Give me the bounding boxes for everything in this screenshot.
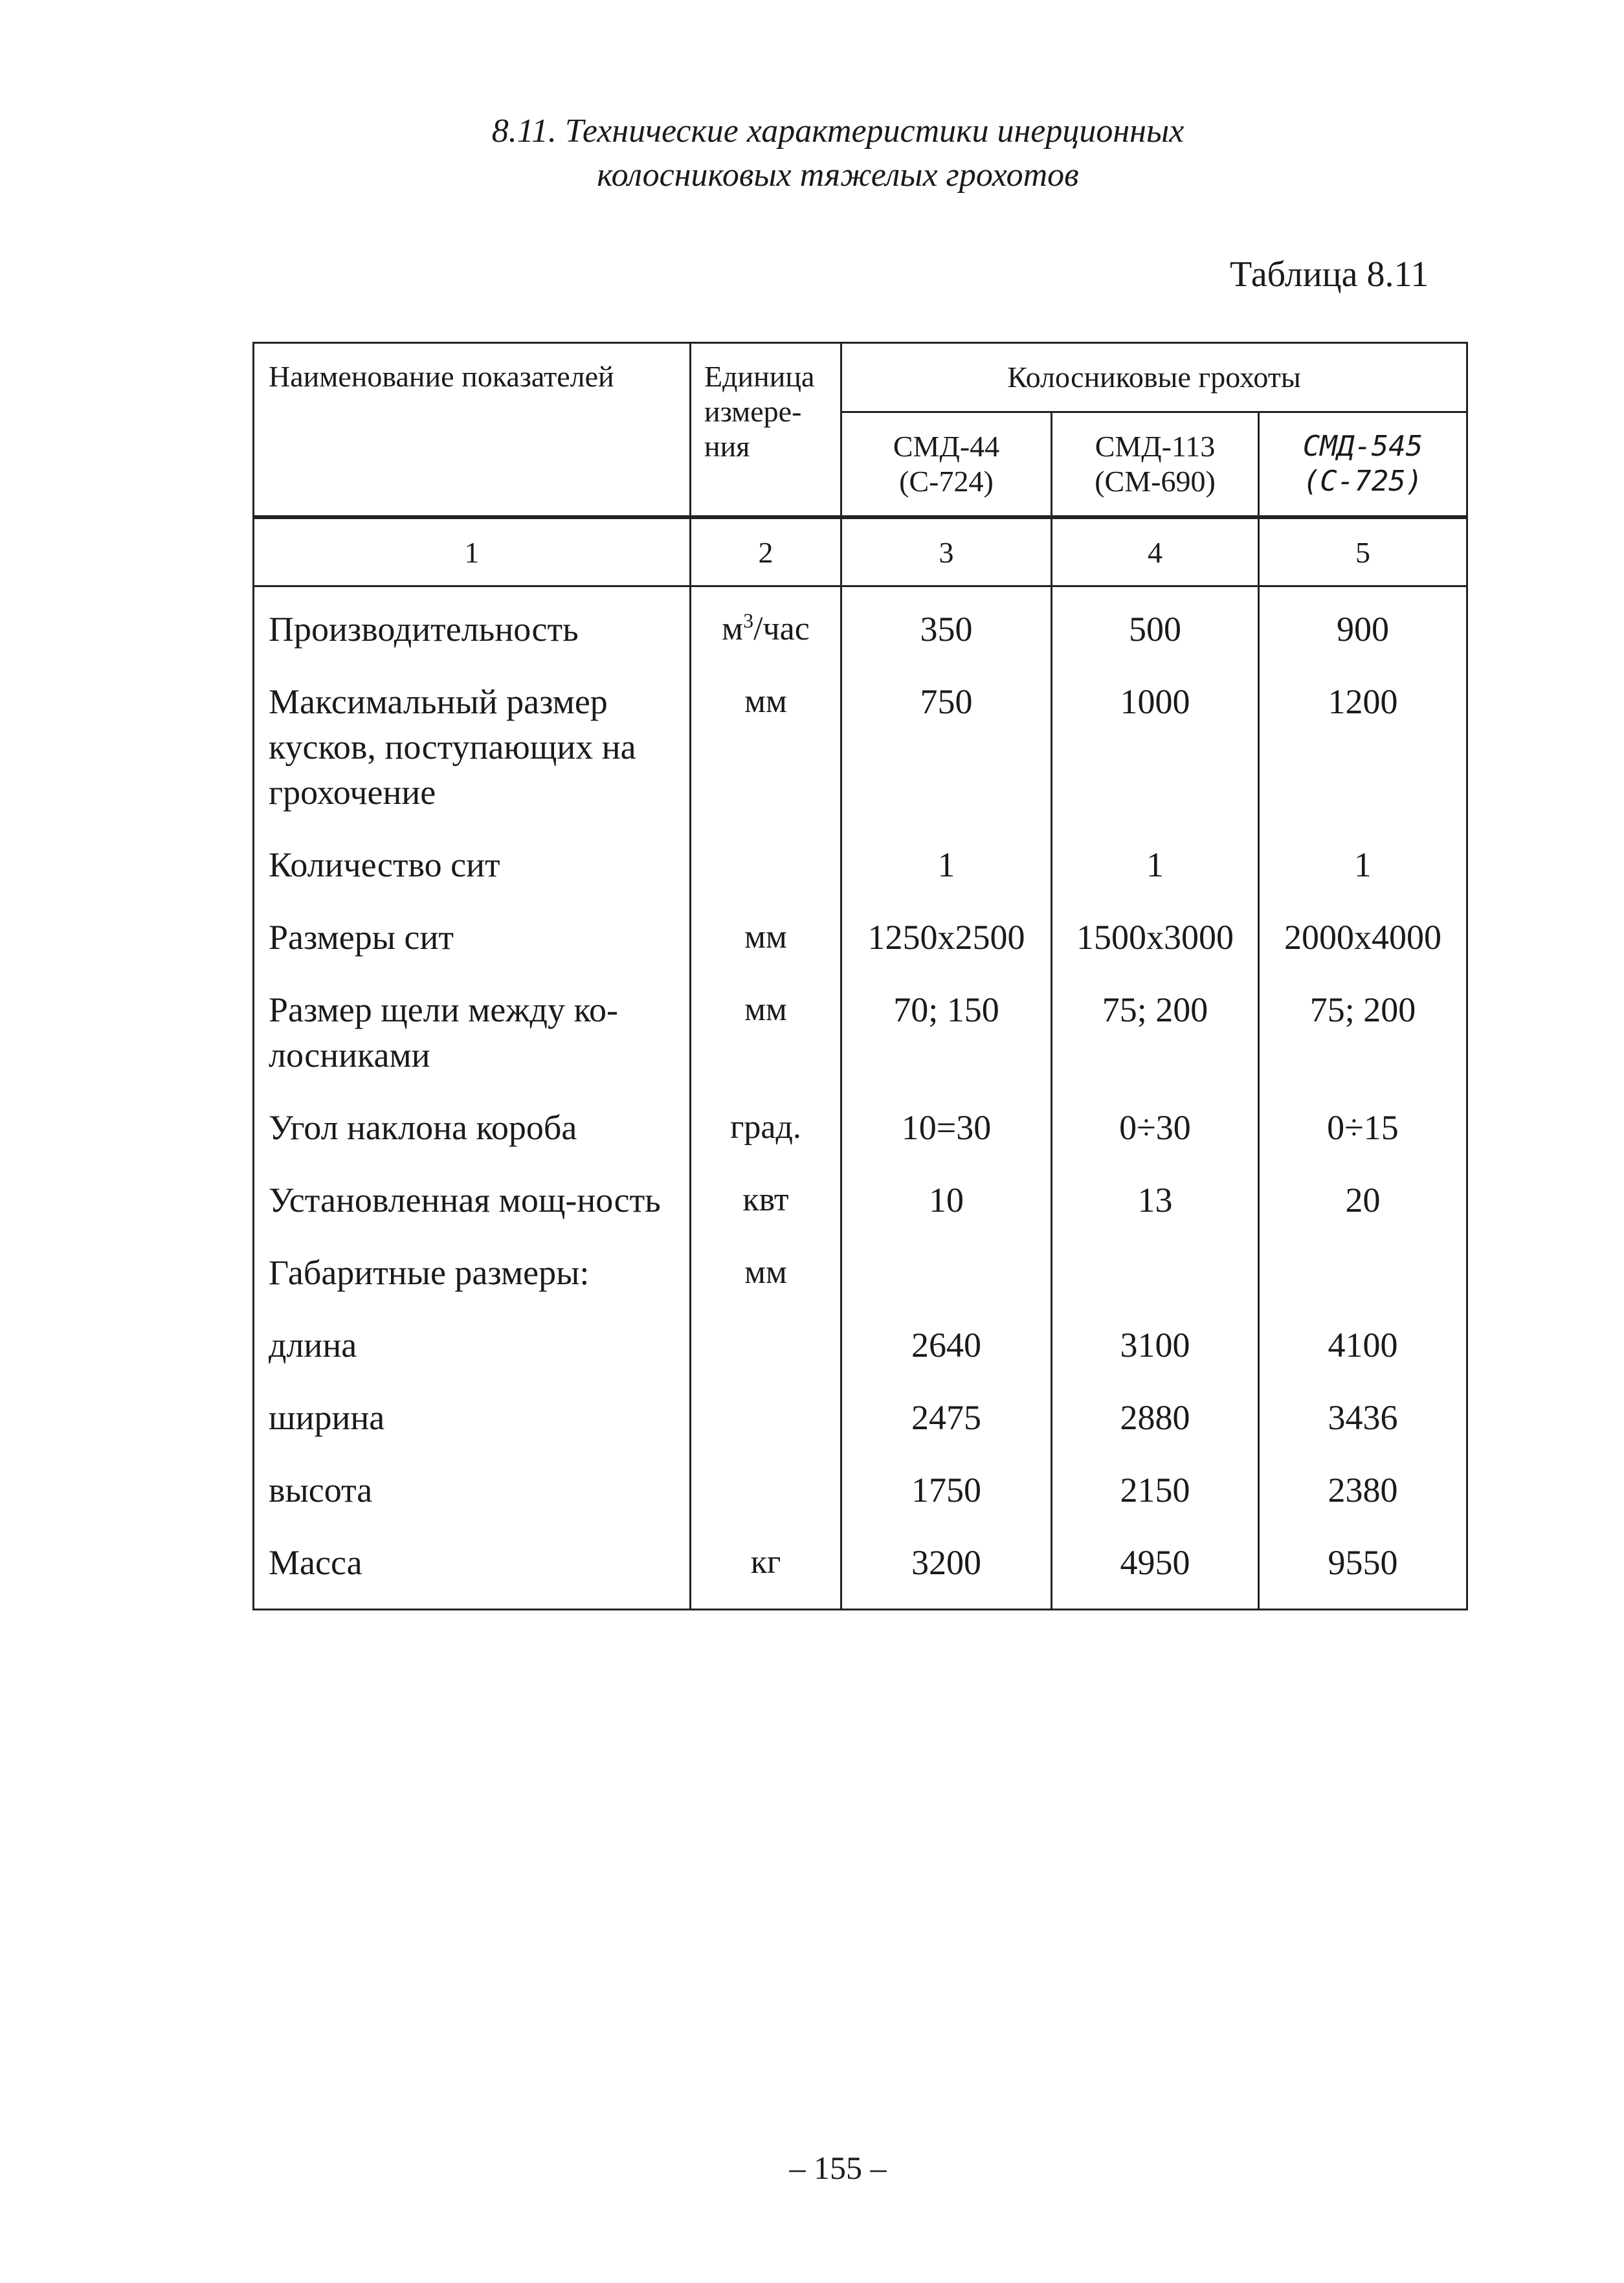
row-name: Максимальный размер кусков, поступающих на грохочение	[254, 667, 691, 830]
row-unit: мм	[691, 975, 841, 1093]
row-value-3: 75; 200	[1259, 975, 1467, 1093]
row-name: ширина	[254, 1383, 691, 1456]
table-row	[254, 1528, 1467, 1610]
row-unit	[691, 1456, 841, 1528]
document-title-line-1: 8.11. Технические характеристики инерционных	[491, 113, 1185, 150]
header-model-2-name: СМД-113	[1095, 430, 1216, 463]
row-unit: мм	[691, 1238, 841, 1311]
header-model-3-name: СМД-545	[1302, 430, 1423, 463]
row-name: Производительность	[254, 586, 691, 668]
column-number-1: 1	[254, 517, 691, 586]
row-value-1: 1250x2500	[841, 903, 1052, 975]
row-value-1: 2640	[841, 1311, 1052, 1383]
row-value-3: 0÷15	[1259, 1093, 1467, 1166]
page-number: – 155 –	[789, 2150, 887, 2186]
row-name: Размеры сит	[254, 903, 691, 975]
row-value-3: 2380	[1259, 1456, 1467, 1528]
column-number-2: 2	[691, 517, 841, 586]
row-name: Размер щели между ко-лосниками	[254, 975, 691, 1093]
row-value-3: 1	[1259, 830, 1467, 903]
row-unit: мм	[691, 903, 841, 975]
row-unit	[691, 1383, 841, 1456]
row-value-1: 1	[841, 830, 1052, 903]
row-unit	[691, 1311, 841, 1383]
row-value-2: 13	[1052, 1166, 1259, 1238]
row-value-3: 20	[1259, 1166, 1467, 1238]
column-number-5: 5	[1259, 517, 1467, 586]
row-value-2: 500	[1052, 586, 1259, 668]
row-value-1: 1750	[841, 1456, 1052, 1528]
header-model-3-alt: (С-725)	[1302, 465, 1423, 498]
column-number-3: 3	[841, 517, 1052, 586]
header-unit: Единица измере-ния	[691, 343, 841, 518]
table-row	[254, 1166, 1467, 1238]
row-value-2: 1	[1052, 830, 1259, 903]
row-value-3: 2000x4000	[1259, 903, 1467, 975]
column-number-4: 4	[1052, 517, 1259, 586]
table-row	[254, 667, 1467, 830]
table-row	[254, 1238, 1467, 1311]
row-name: длина	[254, 1311, 691, 1383]
table-row	[254, 586, 1467, 668]
specifications-table	[252, 342, 1468, 1610]
header-group: Колосниковые грохоты	[841, 343, 1467, 412]
row-unit: кг	[691, 1528, 841, 1610]
row-value-3: 9550	[1259, 1528, 1467, 1610]
row-value-2: 3100	[1052, 1311, 1259, 1383]
row-value-1: 350	[841, 586, 1052, 668]
row-value-1: 10	[841, 1166, 1052, 1238]
header-model-1-alt: (С-724)	[899, 465, 994, 498]
header-model-1	[841, 412, 1052, 518]
row-unit: $м^3$/час	[691, 586, 841, 668]
table-row	[254, 1311, 1467, 1383]
row-unit: мм	[691, 667, 841, 830]
row-value-3: 4100	[1259, 1311, 1467, 1383]
row-value-2: 2880	[1052, 1383, 1259, 1456]
row-value-1: 10=30	[841, 1093, 1052, 1166]
row-value-2: 1500x3000	[1052, 903, 1259, 975]
header-model-2-alt: (СМ-690)	[1095, 465, 1216, 498]
table-row	[254, 975, 1467, 1093]
table-row	[254, 903, 1467, 975]
table-row	[254, 1093, 1467, 1166]
row-name: Габаритные размеры:	[254, 1238, 691, 1311]
row-value-3: 900	[1259, 586, 1467, 668]
row-value-2: 2150	[1052, 1456, 1259, 1528]
row-name: Количество сит	[254, 830, 691, 903]
header-model-2	[1052, 412, 1259, 518]
row-value-3: 1200	[1259, 667, 1467, 830]
row-value-2: 4950	[1052, 1528, 1259, 1610]
row-name: Установленная мощ-ность	[254, 1166, 691, 1238]
row-value-2: 1000	[1052, 667, 1259, 830]
header-model-3	[1259, 412, 1467, 518]
row-value-2: 75; 200	[1052, 975, 1259, 1093]
table-row	[254, 830, 1467, 903]
table-label: Таблица 8.11	[1230, 254, 1429, 295]
row-unit: квт	[691, 1166, 841, 1238]
row-value-1	[841, 1238, 1052, 1311]
row-value-3: 3436	[1259, 1383, 1467, 1456]
header-model-1-name: СМД-44	[893, 430, 1000, 463]
header-name: Наименование показателей	[254, 343, 691, 518]
row-value-1: 750	[841, 667, 1052, 830]
row-name: высота	[254, 1456, 691, 1528]
row-value-2	[1052, 1238, 1259, 1311]
row-value-1: 70; 150	[841, 975, 1052, 1093]
row-value-1: 2475	[841, 1383, 1052, 1456]
row-unit	[691, 830, 841, 903]
row-unit: град.	[691, 1093, 841, 1166]
document-title-line-2: колосниковых тяжелых грохотов	[597, 157, 1079, 194]
row-value-2: 0÷30	[1052, 1093, 1259, 1166]
row-value-3	[1259, 1238, 1467, 1311]
table-row	[254, 1456, 1467, 1528]
table-row	[254, 1383, 1467, 1456]
row-name: Масса	[254, 1528, 691, 1610]
row-name: Угол наклона короба	[254, 1093, 691, 1166]
row-value-1: 3200	[841, 1528, 1052, 1610]
